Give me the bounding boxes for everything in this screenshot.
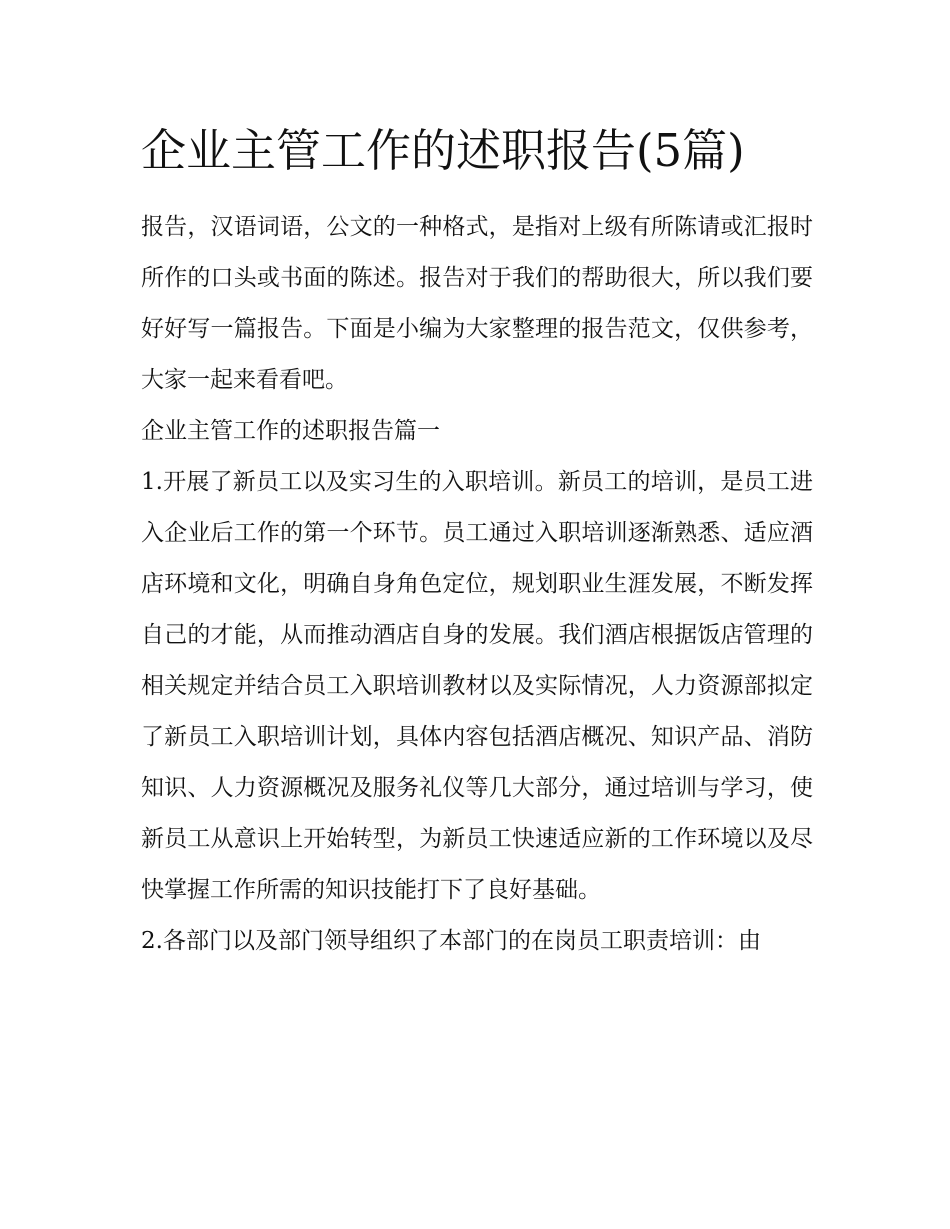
intro-paragraph: 报告，汉语词语，公文的一种格式，是指对上级有所陈请或汇报时所作的口头或书面的陈述。报告对于我们的帮助很大，所以我们要好好写一篇报告。下面是小编为大家整理的报告范文，仅供参考，大家一起来看看吧。 [141, 214, 813, 393]
document-body [141, 112, 813, 967]
document-title: 企业主管工作的述职报告(5篇) [141, 124, 745, 177]
item-1-paragraph: 1.开展了新员工以及实习生的入职培训。新员工的培训，是员工进入企业后工作的第一个环节。员工通过入职培训逐渐熟悉、适应酒店环境和文化，明确自身角色定位，规划职业生涯发展，不断发挥自己的才能，从而推动酒店自身的发展。我们酒店根据饭店管理的相关规定并结合员工入职培训教材以及实际情况，人力资源部拟定了新员工入职培训计划，具体内容包括酒店概况、知识产品、消防知识、人力资源概况及服务礼仪等几大部分，通过培训与学习，使新员工从意识上开始转型，为新员工快速适应新的工作环境以及尽快掌握工作所需的知识技能打下了良好基础。 [141, 469, 813, 903]
item-2-paragraph: 2.各部门以及部门领导组织了本部门的在岗员工职责培训：由 [141, 928, 761, 954]
section-heading: 企业主管工作的述职报告篇一 [141, 418, 440, 444]
